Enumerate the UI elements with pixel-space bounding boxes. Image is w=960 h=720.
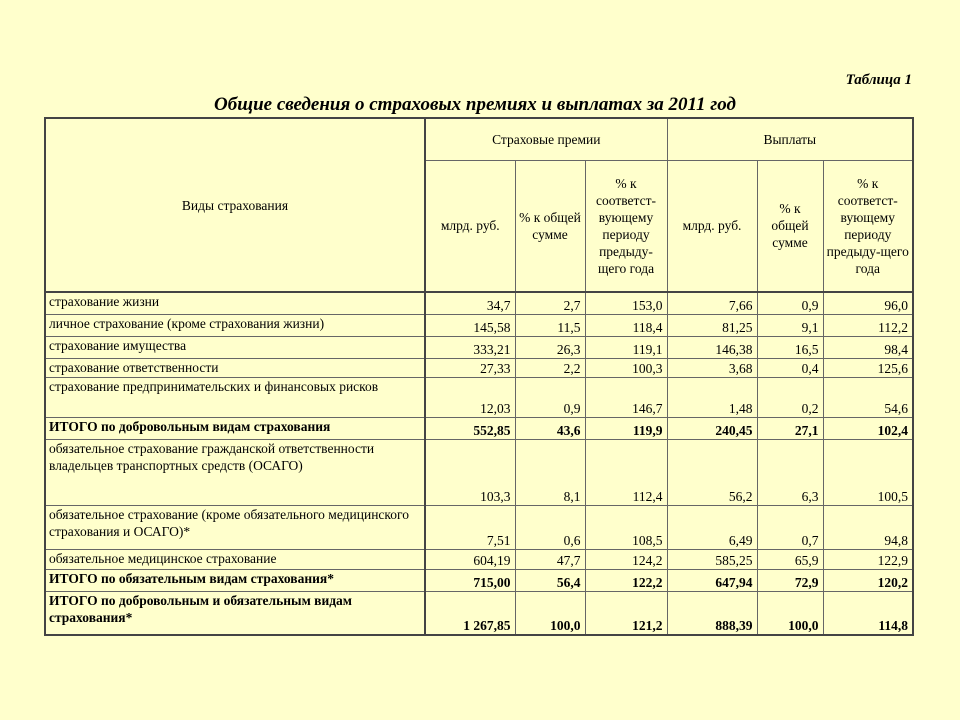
premium-bln: 333,21 [425,336,515,358]
premium-pct-total: 43,6 [515,417,585,439]
payout-pct-total: 0,4 [757,358,823,377]
premium-pct-prev: 146,7 [585,377,667,417]
row-name: личное страхование (кроме страхования жизни) [45,314,425,336]
header-payouts-pct-total: % к общей сумме [757,160,823,292]
table-label: Таблица 1 [845,72,912,88]
payout-bln: 647,94 [667,569,757,591]
header-premiums-pct-prev: % к соответст-вующему периоду предыду-щего года [585,160,667,292]
header-types: Виды страхования [45,118,425,292]
payout-pct-total: 100,0 [757,591,823,635]
premium-bln: 1 267,85 [425,591,515,635]
premium-pct-prev: 119,9 [585,417,667,439]
row-name: страхование предпринимательских и финансовых рисков [45,377,425,417]
page-title: Общие сведения о страховых премиях и выплатах за 2011 год [214,94,736,115]
table-row [45,439,913,505]
header-premiums-pct-total: % к общей сумме [515,160,585,292]
payout-pct-prev: 100,5 [823,439,913,505]
row-name: обязательное страхование (кроме обязательного медицинского страхования и ОСАГО)* [45,505,425,549]
premium-bln: 7,51 [425,505,515,549]
payout-bln: 1,48 [667,377,757,417]
premium-pct-total: 2,7 [515,292,585,314]
premium-bln: 145,58 [425,314,515,336]
premium-pct-prev: 112,4 [585,439,667,505]
row-name: обязательное медицинское страхование [45,549,425,569]
row-name: ИТОГО по добровольным видам страхования [45,417,425,439]
row-name: обязательное страхование гражданской ответственности владельцев транспортных средств (ОСАГО) [45,439,425,505]
payout-bln: 6,49 [667,505,757,549]
premium-pct-total: 0,6 [515,505,585,549]
row-name: ИТОГО по обязательным видам страхования* [45,569,425,591]
payout-pct-total: 72,9 [757,569,823,591]
payout-pct-prev: 102,4 [823,417,913,439]
table-row [45,314,913,336]
payout-bln: 585,25 [667,549,757,569]
payout-pct-total: 65,9 [757,549,823,569]
premium-pct-prev: 122,2 [585,569,667,591]
payout-bln: 240,45 [667,417,757,439]
premium-pct-prev: 108,5 [585,505,667,549]
row-name: ИТОГО по добровольным и обязательным видам страхования* [45,591,425,635]
payout-pct-total: 0,2 [757,377,823,417]
header-premiums: Страховые премии [425,118,667,160]
payout-pct-total: 6,3 [757,439,823,505]
premium-bln: 604,19 [425,549,515,569]
payout-pct-total: 0,9 [757,292,823,314]
premium-bln: 12,03 [425,377,515,417]
premium-pct-total: 47,7 [515,549,585,569]
header-payouts-bln: млрд. руб. [667,160,757,292]
payout-bln: 888,39 [667,591,757,635]
payout-pct-prev: 96,0 [823,292,913,314]
payout-pct-prev: 120,2 [823,569,913,591]
row-name: страхование имущества [45,336,425,358]
premium-pct-total: 100,0 [515,591,585,635]
payout-pct-total: 9,1 [757,314,823,336]
table-body [45,292,913,635]
payout-pct-total: 27,1 [757,417,823,439]
premium-pct-total: 56,4 [515,569,585,591]
payout-pct-prev: 122,9 [823,549,913,569]
payout-pct-prev: 54,6 [823,377,913,417]
header-payouts: Выплаты [667,118,913,160]
payout-pct-prev: 94,8 [823,505,913,549]
premium-pct-prev: 121,2 [585,591,667,635]
header-premiums-bln: млрд. руб. [425,160,515,292]
premium-pct-prev: 118,4 [585,314,667,336]
premium-bln: 715,00 [425,569,515,591]
table-row [45,358,913,377]
table-row [45,549,913,569]
premium-bln: 552,85 [425,417,515,439]
row-name: страхование жизни [45,292,425,314]
table-row [45,417,913,439]
premium-bln: 103,3 [425,439,515,505]
premium-pct-prev: 100,3 [585,358,667,377]
premium-pct-total: 26,3 [515,336,585,358]
payout-bln: 3,68 [667,358,757,377]
payout-bln: 7,66 [667,292,757,314]
payout-pct-total: 16,5 [757,336,823,358]
table-row [45,591,913,635]
table-row [45,377,913,417]
insurance-table [44,117,914,636]
premium-pct-total: 2,2 [515,358,585,377]
payout-pct-prev: 98,4 [823,336,913,358]
premium-pct-prev: 124,2 [585,549,667,569]
table-row [45,292,913,314]
table-row [45,505,913,549]
row-name: страхование ответственности [45,358,425,377]
premium-pct-total: 8,1 [515,439,585,505]
premium-pct-prev: 153,0 [585,292,667,314]
premium-bln: 27,33 [425,358,515,377]
table-row [45,569,913,591]
premium-bln: 34,7 [425,292,515,314]
table-row [45,336,913,358]
premium-pct-total: 0,9 [515,377,585,417]
payout-bln: 146,38 [667,336,757,358]
payout-pct-prev: 114,8 [823,591,913,635]
premium-pct-total: 11,5 [515,314,585,336]
payout-pct-prev: 112,2 [823,314,913,336]
premium-pct-prev: 119,1 [585,336,667,358]
header-payouts-pct-prev: % к соответст-вующему периоду предыду-щего года [823,160,913,292]
payout-pct-total: 0,7 [757,505,823,549]
payout-bln: 56,2 [667,439,757,505]
payout-pct-prev: 125,6 [823,358,913,377]
payout-bln: 81,25 [667,314,757,336]
